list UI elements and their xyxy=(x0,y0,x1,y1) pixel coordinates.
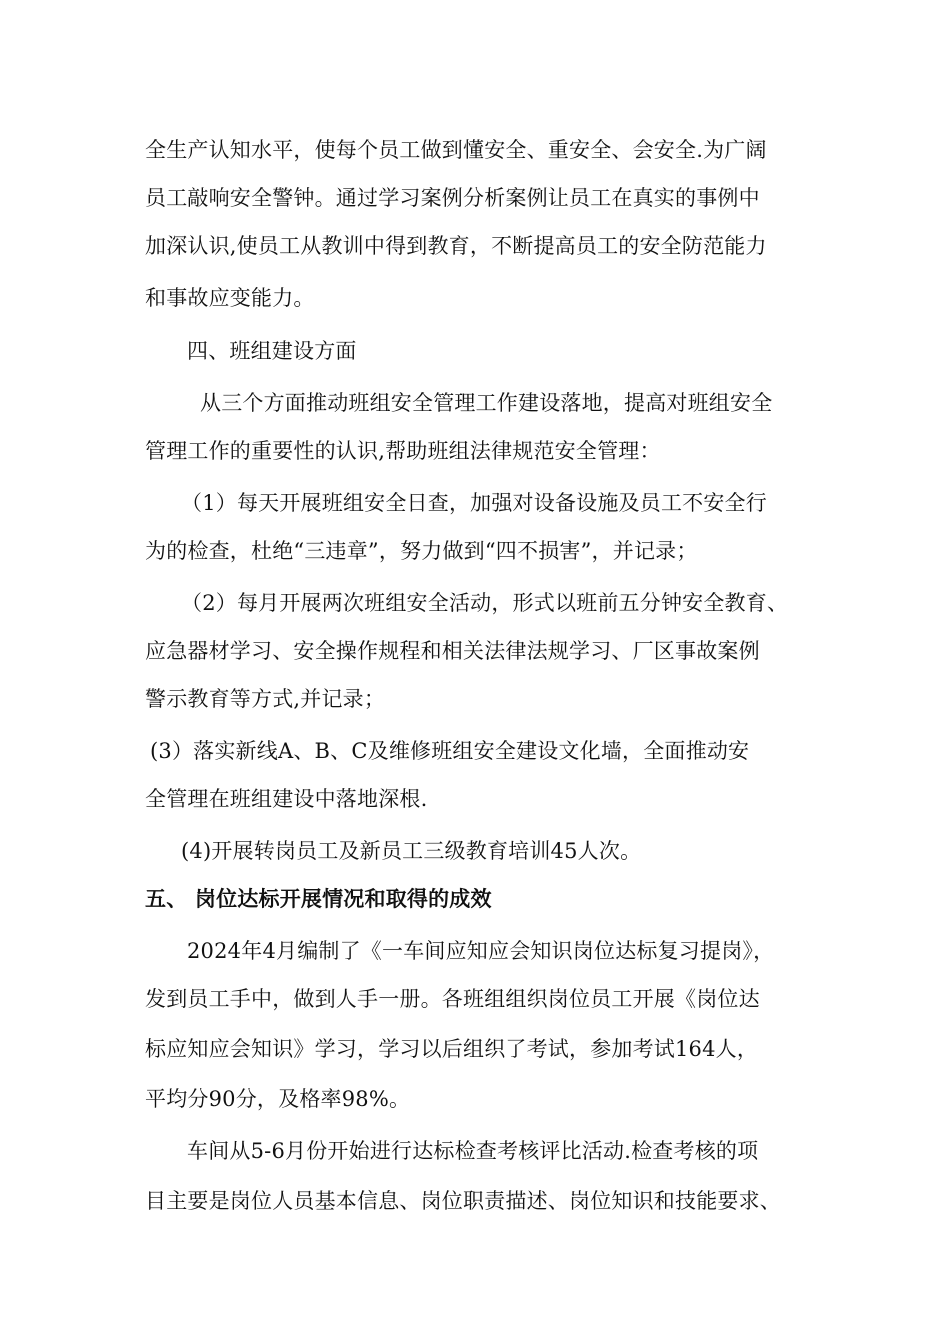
list-item-line: 警示教育等方式,并记录； xyxy=(145,687,386,711)
list-item-line: 应急器材学习、安全操作规程和相关法律法规学习、厂区事故案例 xyxy=(145,639,760,663)
paragraph-line: 员工敲响安全警钟。通过学习案例分析案例让员工在真实的事例中 xyxy=(145,186,760,210)
list-item-line: （1）每天开展班组安全日查，加强对设备设施及员工不安全行 xyxy=(181,491,767,515)
paragraph-line: 平均分90分，及格率98%。 xyxy=(145,1087,411,1111)
list-item-line: 为的检查，杜绝“三违章”，努力做到“四不损害”，并记录； xyxy=(145,539,698,563)
paragraph-line: 目主要是岗位人员基本信息、岗位职责描述、岗位知识和技能要求、 xyxy=(145,1189,781,1213)
list-item-line: 全管理在班组建设中落地深根. xyxy=(145,787,428,811)
paragraph-line: 和事故应变能力。 xyxy=(145,286,315,310)
paragraph-line: 发到员工手中，做到人手一册。各班组组织岗位员工开展《岗位达 xyxy=(145,987,760,1011)
list-item-line: (3）落实新线A、B、C及维修班组安全建设文化墙，全面推动安 xyxy=(150,739,750,763)
list-item-line: （2）每月开展两次班组安全活动，形式以班前五分钟安全教育、 xyxy=(181,591,789,615)
list-item-line: (4)开展转岗员工及新员工三级教育培训45人次。 xyxy=(181,839,642,863)
paragraph-line: 标应知应会知识》学习，学习以后组织了考试，参加考试164人， xyxy=(145,1037,759,1061)
section-heading: 四、班组建设方面 xyxy=(187,339,357,363)
paragraph-line: 全生产认知水平，使每个员工做到懂安全、重安全、会安全.为广阔 xyxy=(145,138,767,162)
paragraph-line: 车间从5-6月份开始进行达标检查考核评比活动.检查考核的项 xyxy=(187,1139,759,1163)
paragraph-line: 加深认识,使员工从教训中得到教育，不断提高员工的安全防范能力 xyxy=(145,234,767,258)
paragraph-line: 管理工作的重要性的认识,帮助班组法律规范安全管理： xyxy=(145,439,661,463)
section-heading: 五、 岗位达标开展情况和取得的成效 xyxy=(145,887,492,911)
paragraph-line: 从三个方面推动班组安全管理工作建设落地，提高对班组安全 xyxy=(200,391,773,415)
paragraph-line: 2024年4月编制了《一车间应知应会知识岗位达标复习提岗》， xyxy=(187,939,775,963)
